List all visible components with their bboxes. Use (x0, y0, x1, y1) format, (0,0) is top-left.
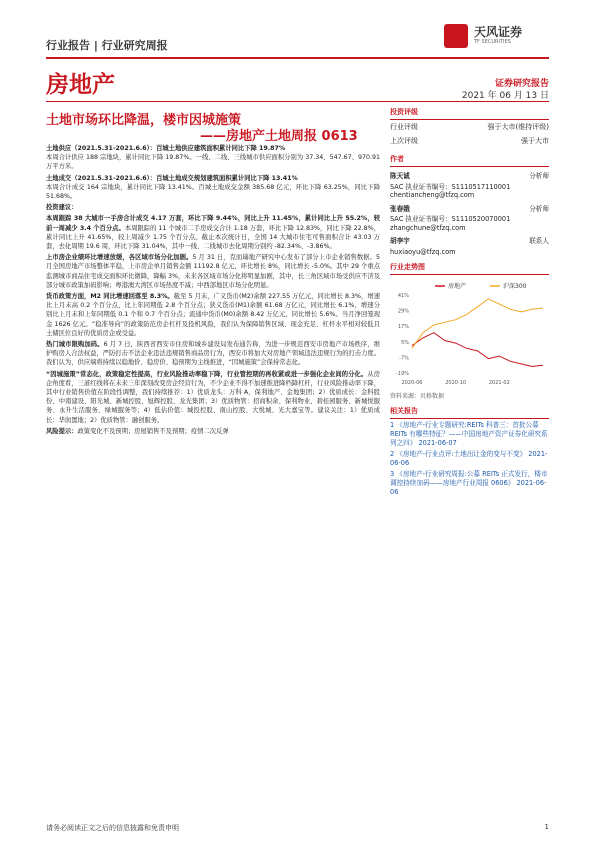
legend-label: 房地产 (448, 283, 467, 290)
analyst-cert: SAC 执业证书编号：S1110517110001 (390, 182, 511, 191)
analyst-email[interactable]: zhangchune@tfzq.com (390, 223, 466, 232)
main-body (46, 144, 380, 438)
paragraph-lead: 投资建议： (46, 204, 78, 212)
x-tick-label: 2021-02 (488, 380, 510, 386)
y-tick-label: 5% (401, 339, 409, 346)
paragraph-lead: 货币政策方面，M2 同比增速回落至 8.3%。 (46, 293, 174, 301)
y-tick-label: 29% (397, 308, 409, 315)
related-label: 相关报告 (390, 406, 549, 419)
related-link[interactable]: 3 《房地产-行业研究周报:公募 REITs 正式发行，楼市调控持续加码——房地产行业周报 0606》 2021-06-06 (390, 470, 548, 496)
paragraph-text: 6 月 7 日，陕西省西安市住房和城乡建设局发布通告称，为进一步规范西安市房地产市场秩序，维护购房人合法权益，严防打击不法企业违法违规销售商品房行为，西安市将加大对房地产领域违法违规行为的打击力度。我们认为，供应端将持续以稳地价、稳房价、稳预期为主线推进，“因城施策”会保持常态化。 (46, 341, 380, 367)
body-paragraph (46, 370, 380, 425)
paragraph-lead: 风险提示： (46, 427, 78, 435)
page-number: 1 (544, 823, 549, 831)
prev-rating-label: 上次评级 (390, 137, 418, 145)
x-tick-label: 2020-10 (445, 380, 467, 386)
analyst-name: 张春娥 (390, 204, 410, 213)
analyst-role: 联系人 (529, 237, 549, 245)
top-divider (46, 57, 549, 59)
disclaimer-note: 请务必阅读正文之后的信息披露和免责申明 (46, 824, 179, 832)
analyst-email[interactable]: huxiaoyu@tfzq.com (390, 247, 456, 256)
body-paragraph (46, 253, 380, 290)
industry-rating-row (390, 120, 549, 134)
analyst-cert: SAC 执业证书编号：S1110520070001 (390, 215, 511, 223)
company-logo (444, 23, 549, 51)
related-item[interactable] (390, 470, 549, 497)
analyst-role: 分析师 (529, 172, 549, 180)
analyst-name: 陈天诚 (390, 172, 410, 180)
body-paragraph (46, 427, 380, 436)
body-paragraph (46, 340, 380, 368)
report-date: 2021 年 06 月 13 日 (461, 91, 549, 101)
paragraph-text: 政策变化不及预期；房屋销售不及预期；疫情二次反弹 (77, 427, 229, 435)
paragraph-text: 本周跟踪的 11 个城市二手房成交合计 1.18 万套，环比下降 12.83%，同比下降 22.8%，累计同比上升 41.65%，较上周减少 1.75 个百分点。截止本次统计日，全国 14 大城市住宅可售面积合计 43.03 万套，去化周期 19.6 周，环比下降 31.04%，其中一线、二线城市去化周期分别约 -82.34%、-3.86%。 (46, 224, 380, 251)
report-type: 证券研究报告 (494, 79, 549, 89)
prev-rating-row (390, 134, 549, 148)
industry-rating-label: 行业评级 (390, 123, 418, 131)
related-item[interactable] (390, 421, 549, 448)
sidebar (390, 101, 549, 497)
body-paragraph (46, 174, 380, 202)
analyst-block (390, 170, 549, 200)
paragraph-lead: 本周跟踪 38 大城市一手房合计成交 4.17 万套，环比下降 9.44%，同比上升 11.45%，累计同比上升 55.2%，较前一周减少 3.4 个百分点。 (46, 215, 380, 232)
analyst-role: 分析师 (529, 204, 549, 213)
body-paragraph (46, 203, 380, 212)
analyst-block (390, 203, 549, 233)
trend-label: 行业走势图 (390, 262, 549, 275)
paragraph-lead: 热门城市限购加码。 (46, 341, 104, 349)
paragraph-lead: “因城施策”常态化，政策稳定性提高，行业风险推动率稳下降，行业管控期的再收紧或进一步强化企业间的分化。 (46, 370, 368, 378)
report-subtitle: ——房地产土地周报 0613 (200, 129, 358, 144)
paragraph-text: 本周合计成交 164 宗地块，累计同比下降 13.41%。百城土地成交金额 385.68 亿元，环比下降 63.25%，同比下降 51.68%。 (46, 183, 380, 201)
paragraph-lead: 土地供应（2021.5.31-2021.6.6）：百城土地供应建筑面积累计同比下降 19.87% (46, 145, 286, 152)
x-tick-label: 2020-06 (401, 380, 423, 386)
y-tick-label: 41% (397, 293, 409, 299)
y-tick-label: -19% (396, 371, 409, 377)
related-link[interactable]: 1 《房地产-行业专题研究:REITs 科普三：首批公募 REITs 有哪些特征？——中国房地产资产证券化研究系列之四》 2021-06-07 (390, 421, 548, 447)
body-paragraph (46, 214, 380, 251)
logo-mark-icon (444, 24, 468, 48)
rating-label: 投资评级 (390, 107, 549, 120)
paragraph-text: 5 月 31 日，克而瑞地产研究中心发布了部分上市企业销售数据。5 月全国房地产市场整体平稳，上市房企单月销售金额 11192.8 亿元，环比增长 8%，同比增长 -5.0%。其中 29 个重点监测城市商品住宅成交面积环比微降，降幅 3%，未来各区域市场分化将明显加剧，其中，长三角区域市场受供应不济及部分城市政策加码影响；粤港澳大湾区市场热度不减；中西部地区市场分化明显。 (46, 254, 381, 289)
paragraph-lead: 土地成交（2021.5.31-2021.6.6）：百城土地成交规划建筑面积累计同比下降 13.41% (46, 174, 298, 182)
paragraph-text: 本周合计供应 188 宗地块，累计同比下降 19.87%。一线、二线、三线城市供应面积分别为 37.34、547.67、970.91 万平方米。 (46, 154, 380, 171)
analyst-block (390, 235, 549, 256)
related-item[interactable] (390, 450, 549, 468)
industry-rating-value: 强于大市(维持评级) (487, 123, 549, 131)
paragraph-text: 从房企角度看，三道红线将在未来三年深刻改变房企经营行为，不少企业不得不加速推进降档降杠杆，行业风险推动率下降，其中行业销售价值在阶段性调整，我们持续推荐：1）优质龙头：万科 A、保利地产、金地集团；2）优质成长：金科股份、中南建设、阳光城、新城控股、旭辉控股、龙光集团；3）优质物管：招商积余、保利物业、碧桂园服务、新城悦服务、永升生活服务、绿城服务等；4）低估价值：城投控股、南山控股、大悦城、光大嘉宝等。建议关注：1）优质成长：华润置地；2）优质物管：融创服务。 (46, 370, 381, 424)
industry-trend-chart (390, 279, 549, 389)
body-paragraph (46, 292, 380, 338)
industry-title: 房地产 (46, 72, 115, 98)
series-line-0 (412, 333, 543, 367)
prev-rating-value: 强于大市 (521, 137, 549, 145)
analyst-email[interactable]: chentiancheng@tfzq.com (390, 191, 475, 199)
body-paragraph (46, 144, 380, 172)
paragraph-text: 截至 5 月末，广义货币(M2)余额 227.55 万亿元，同比增长 8.3%，增速比上月末高 0.2 个百分点，比上年同期低 2.8 个百分点；狭义货币(M1)余额 61.68 万亿元，同比增长 6.1%，增速分别比上月末和上年同期低 0.1 个和 0.7 个百分点；流通中货币(M0)余额 8.42 万亿元，同比增长 5.6%。当月净回笼现金 1626 亿元。“稳准导向”的政策防范房企杠杆及投机风险，我们认为保障销售区域、现金充足、杠杆水平相对较低且土储区位良好的优质房企或受益。 (46, 293, 380, 337)
report-title: 土地市场环比降温，楼市因城施策 (46, 113, 242, 128)
legend-label: 沪深300 (503, 283, 527, 290)
paragraph-lead: 上市房企业绩环比增速放缓，各区域市场分化加剧。 (46, 254, 193, 262)
logo-subtext: TF SECURITIES (474, 39, 511, 45)
y-tick-label: -7% (399, 355, 409, 362)
y-tick-label: 17% (397, 324, 409, 331)
breadcrumb: 行业报告 | 行业研究周报 (46, 39, 168, 52)
analyst-name: 胡李宇 (390, 237, 410, 245)
related-link[interactable]: 2 《房地产-行业点评:土地出让金的变与不变》 2021-06-06 (390, 450, 548, 467)
series-line-1 (412, 299, 543, 348)
chart-source: 资料来源：贝格数据 (390, 393, 445, 400)
authors-label: 作者 (390, 154, 549, 167)
logo-text: 天风证券 (474, 25, 523, 39)
footer (46, 823, 549, 833)
